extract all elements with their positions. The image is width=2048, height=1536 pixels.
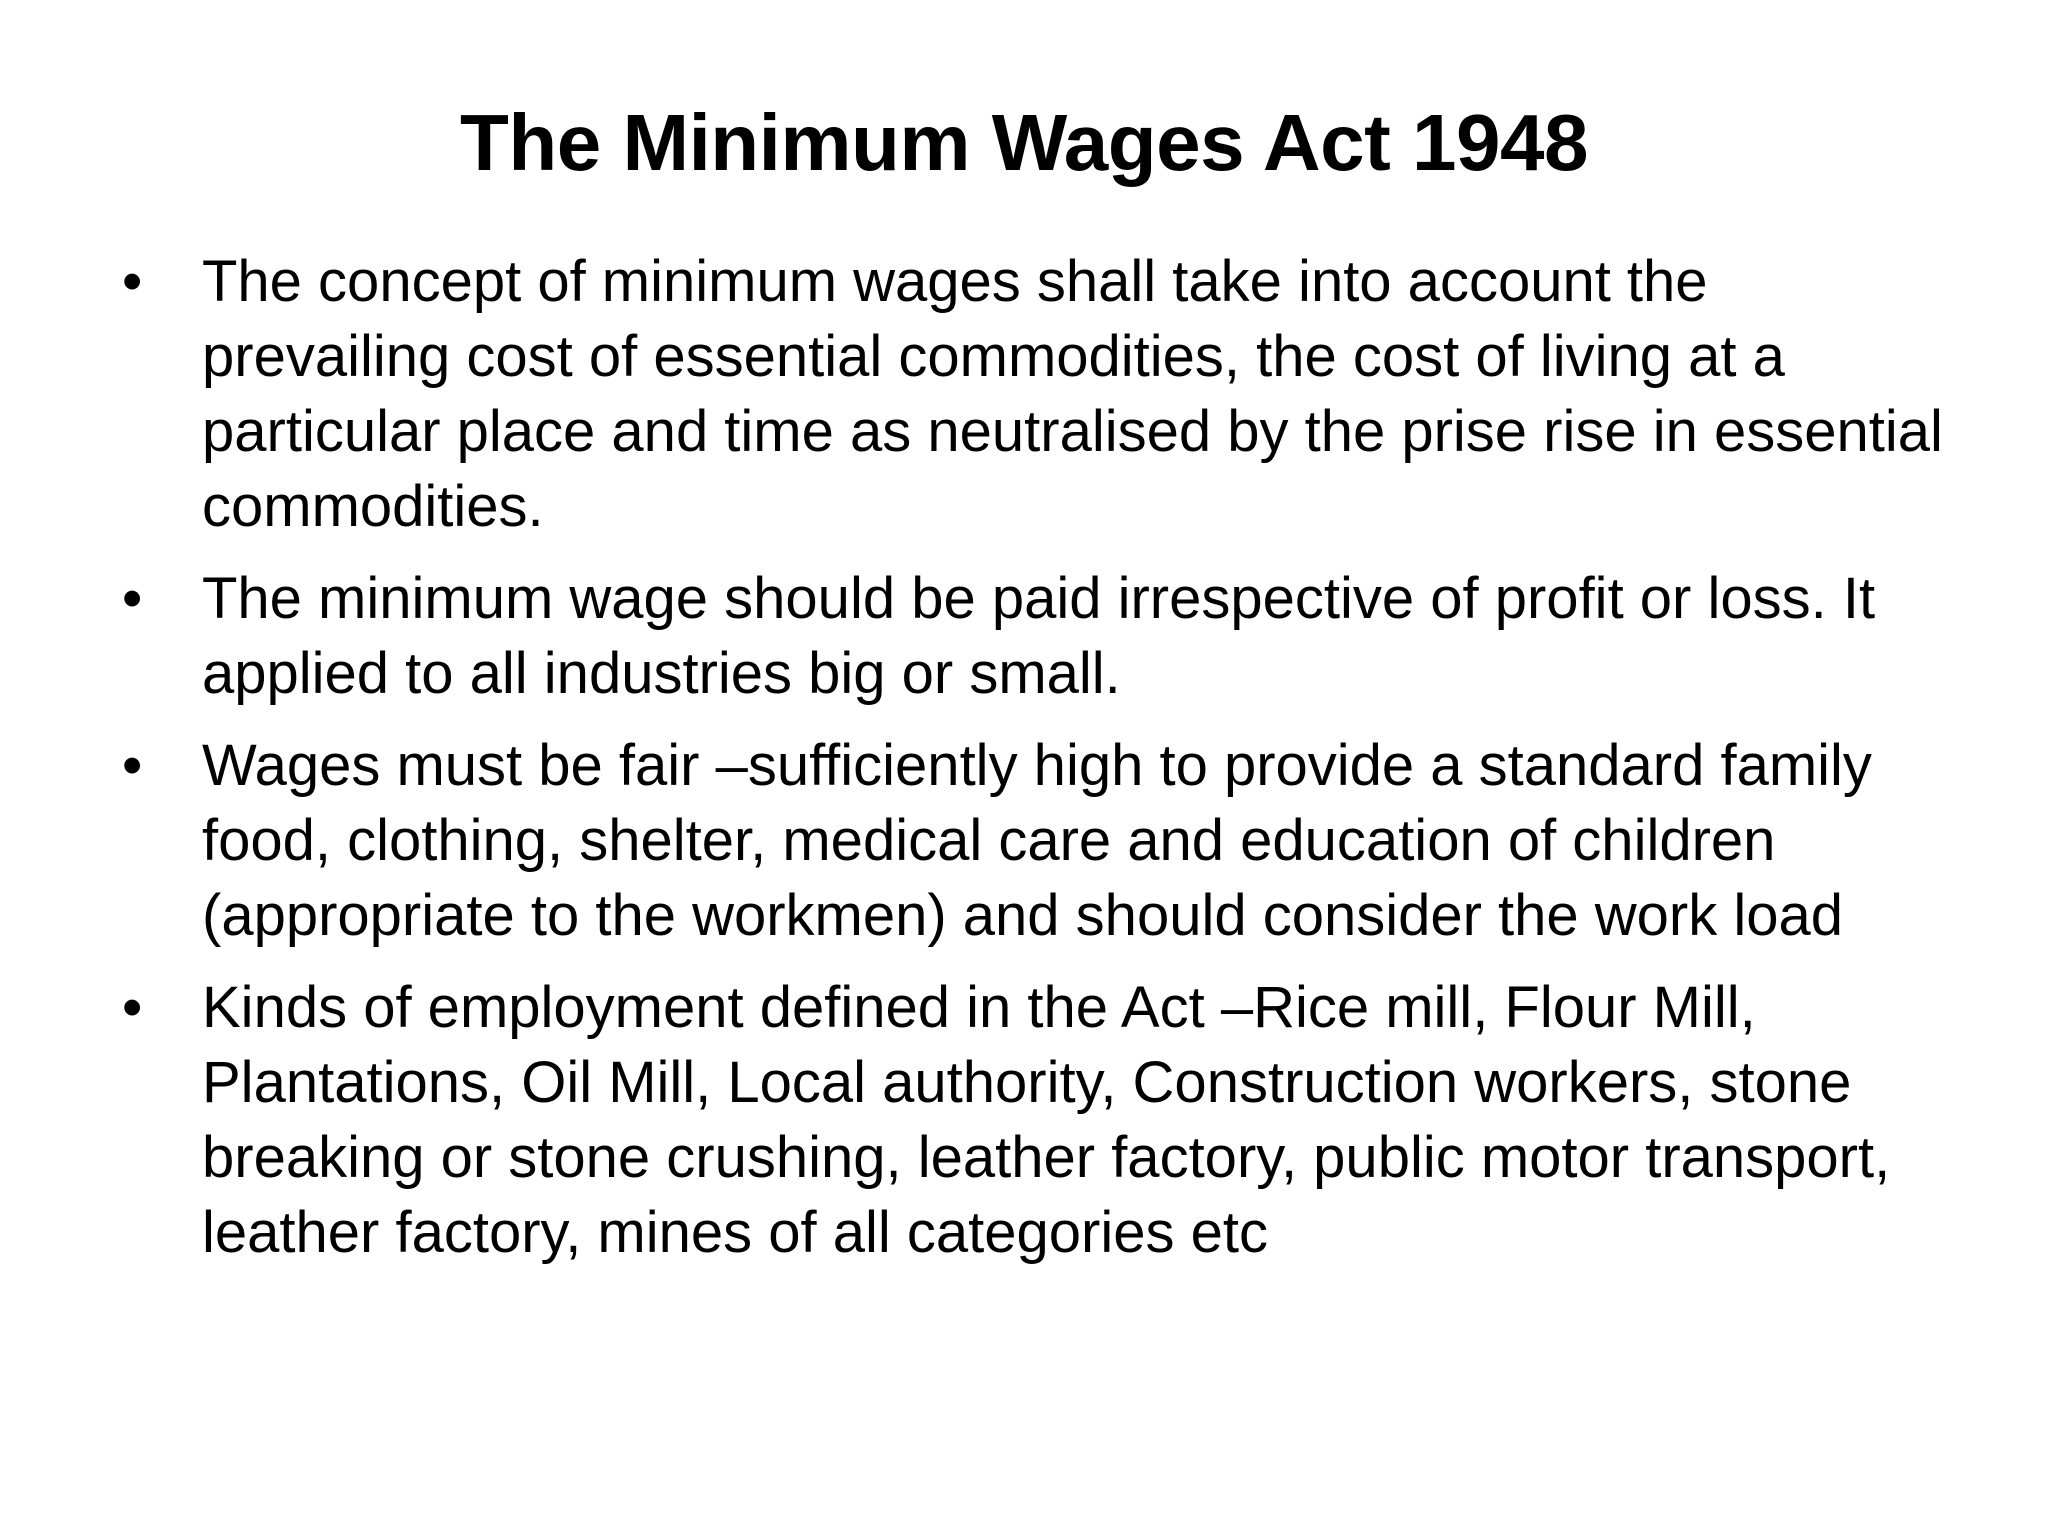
bullet-icon: • [122,975,143,1040]
slide-title: The Minimum Wages Act 1948 [459,98,1588,187]
bullet-text: Wages must be fair –sufficiently high to provide a standard family food, clothing, shelter, medical care and education of children (appropriate to the workmen) and should consider the work load [202,733,1872,948]
bullet-icon: • [122,733,143,798]
bullet-item [120,244,1950,544]
bullet-text: Kinds of employment defined in the Act –Rice mill, Flour Mill, Plantations, Oil Mill, Local authority, Construction workers, stone breaking or stone crushing, leather factory, public motor transport, leather factory, mines of all categories etc [202,975,1891,1265]
bullet-text: The minimum wage should be paid irrespective of profit or loss. It applied to all industries big or small. [202,566,1876,706]
bullet-item [120,728,1950,953]
bullet-icon: • [122,249,143,314]
bullet-list [120,244,1950,1287]
bullet-text: The concept of minimum wages shall take into account the prevailing cost of essential commodities, the cost of living at a particular place and time as neutralised by the prise rise in essential commodities. [202,249,1943,539]
bullet-item [120,561,1950,711]
bullet-icon: • [122,566,143,631]
bullet-item [120,970,1950,1270]
